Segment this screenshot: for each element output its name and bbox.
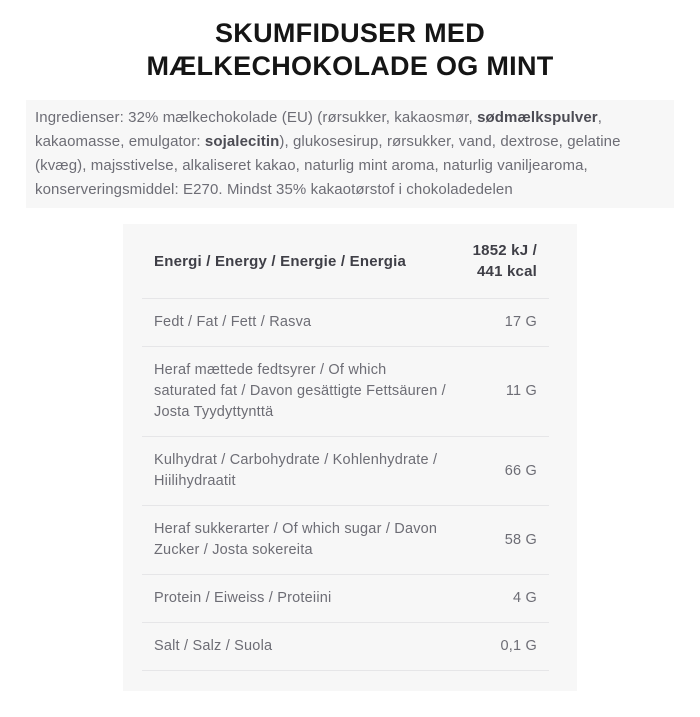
ingredients-allergen-milkpowder: sødmælkspulver [477,109,598,126]
ingredients-seg1: Ingredienser: 32% mælkechokolade (EU) (rørsukker, kakaosmør, [35,109,478,126]
nutrition-header-row [142,224,549,299]
row-label: Protein / Eiweiss / Proteiini [154,590,332,606]
ingredients-text [26,100,674,208]
nutrition-table [123,224,577,691]
nutrition-header-value: 1852 kJ / 441 kcal [472,242,537,280]
row-label: Heraf mættede fedtsyrer / Of which saturated fat / Davon gesättigte Fettsäuren / Josta Tyydyttynttä [154,362,446,420]
row-label: Heraf sukkerarter / Of which sugar / Davon Zucker / Josta sokereita [154,521,438,558]
table-row-salt [142,623,549,671]
row-value: 58 G [504,531,537,548]
row-value: 0,1 G [500,638,537,654]
row-label: Kulhydrat / Carbohydrate / Kohlenhydrate / Hiilihydraatit [154,452,438,489]
ingredients-seg3: , kakaomasse, emulgator: [35,109,602,150]
table-row-sugars [142,506,549,575]
page-title-line1: SKUMFIDUSER MED [214,18,485,48]
ingredients-allergen-soylecithin: sojalecitin [204,133,280,150]
row-value: 4 G [513,590,537,606]
row-value: 66 G [504,462,537,479]
page-title-line2: MÆLKECHOKOLADE OG MINT [146,51,554,81]
row-value: 17 G [504,314,537,330]
table-row-protein [142,575,549,623]
table-row-saturated-fat [142,347,549,437]
table-row-fat [142,299,549,347]
ingredients-seg5: ), glukosesirup, rørsukker, vand, dextrose, gelatine (kvæg), majsstivelse, alkaliseret kakao, naturlig mint aroma, naturlig vaniljearoma, konserveringsmiddel: E270. Mindst 35% kakaotørstof i chokoladedelen [35,133,621,198]
row-value: 11 G [505,383,537,399]
page-title [0,17,700,83]
nutrition-header-label: Energi / Energy / Energie / Energia [154,252,407,270]
row-label: Fedt / Fat / Fett / Rasva [154,314,312,330]
row-label: Salt / Salz / Suola [154,638,273,654]
table-row-carbohydrate [142,437,549,506]
